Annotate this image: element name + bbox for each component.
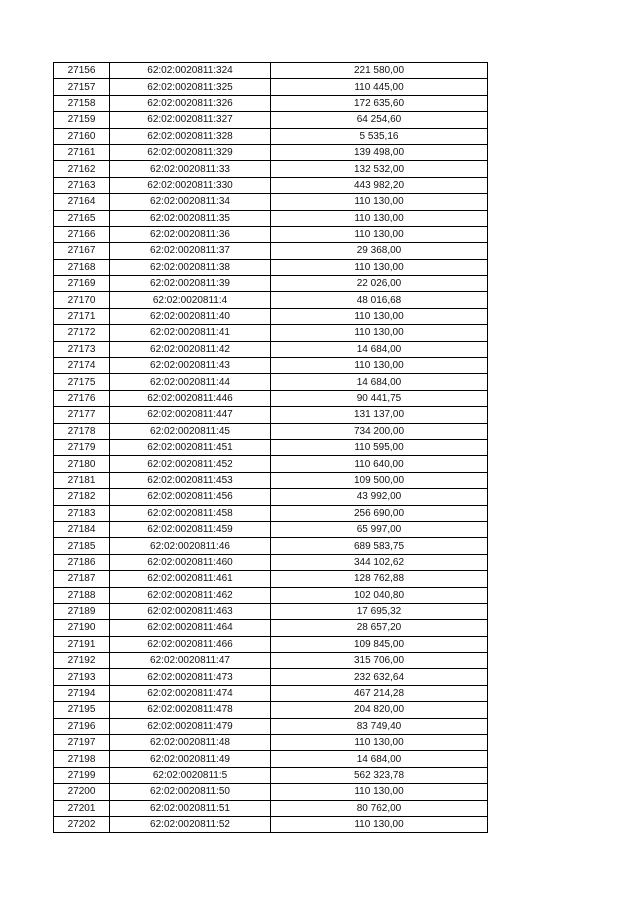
value-cell: 110 130,00	[271, 816, 488, 832]
data-table	[53, 62, 488, 833]
value-cell: 110 130,00	[271, 735, 488, 751]
table-row	[54, 226, 488, 242]
table-row	[54, 653, 488, 669]
cadastral-number-cell: 62:02:0020811:4	[110, 292, 271, 308]
cadastral-number-cell: 62:02:0020811:446	[110, 390, 271, 406]
cadastral-number-cell: 62:02:0020811:45	[110, 423, 271, 439]
row-number-cell: 27161	[54, 144, 110, 160]
cadastral-number-cell: 62:02:0020811:453	[110, 472, 271, 488]
cadastral-number-cell: 62:02:0020811:479	[110, 718, 271, 734]
cadastral-number-cell: 62:02:0020811:459	[110, 521, 271, 537]
row-number-cell: 27183	[54, 505, 110, 521]
value-cell: 221 580,00	[271, 63, 488, 79]
table-row	[54, 751, 488, 767]
row-number-cell: 27179	[54, 439, 110, 455]
table-row	[54, 292, 488, 308]
table-row	[54, 718, 488, 734]
cadastral-number-cell: 62:02:0020811:37	[110, 243, 271, 259]
table-row	[54, 784, 488, 800]
cadastral-number-cell: 62:02:0020811:328	[110, 128, 271, 144]
value-cell: 139 498,00	[271, 144, 488, 160]
table-row	[54, 767, 488, 783]
table-row	[54, 63, 488, 79]
row-number-cell: 27200	[54, 784, 110, 800]
row-number-cell: 27166	[54, 226, 110, 242]
cadastral-number-cell: 62:02:0020811:464	[110, 620, 271, 636]
cadastral-number-cell: 62:02:0020811:447	[110, 407, 271, 423]
value-cell: 14 684,00	[271, 341, 488, 357]
row-number-cell: 27191	[54, 636, 110, 652]
table-row	[54, 177, 488, 193]
value-cell: 110 130,00	[271, 210, 488, 226]
row-number-cell: 27195	[54, 702, 110, 718]
row-number-cell: 27168	[54, 259, 110, 275]
table-row	[54, 505, 488, 521]
table-row	[54, 128, 488, 144]
row-number-cell: 27156	[54, 63, 110, 79]
row-number-cell: 27190	[54, 620, 110, 636]
table-row	[54, 161, 488, 177]
cadastral-number-cell: 62:02:0020811:36	[110, 226, 271, 242]
table-row	[54, 603, 488, 619]
row-number-cell: 27192	[54, 653, 110, 669]
cadastral-number-cell: 62:02:0020811:50	[110, 784, 271, 800]
row-number-cell: 27188	[54, 587, 110, 603]
row-number-cell: 27170	[54, 292, 110, 308]
row-number-cell: 27176	[54, 390, 110, 406]
cadastral-number-cell: 62:02:0020811:42	[110, 341, 271, 357]
value-cell: 17 695,32	[271, 603, 488, 619]
row-number-cell: 27181	[54, 472, 110, 488]
value-cell: 64 254,60	[271, 112, 488, 128]
table-row	[54, 210, 488, 226]
value-cell: 110 130,00	[271, 226, 488, 242]
cadastral-number-cell: 62:02:0020811:474	[110, 685, 271, 701]
cadastral-number-cell: 62:02:0020811:40	[110, 308, 271, 324]
value-cell: 83 749,40	[271, 718, 488, 734]
table-row	[54, 685, 488, 701]
cadastral-number-cell: 62:02:0020811:458	[110, 505, 271, 521]
table-row	[54, 325, 488, 341]
table-row	[54, 243, 488, 259]
value-cell: 22 026,00	[271, 276, 488, 292]
cadastral-number-cell: 62:02:0020811:44	[110, 374, 271, 390]
table-row	[54, 669, 488, 685]
cadastral-number-cell: 62:02:0020811:33	[110, 161, 271, 177]
row-number-cell: 27169	[54, 276, 110, 292]
row-number-cell: 27175	[54, 374, 110, 390]
cadastral-number-cell: 62:02:0020811:48	[110, 735, 271, 751]
row-number-cell: 27193	[54, 669, 110, 685]
table-row	[54, 194, 488, 210]
table-row	[54, 472, 488, 488]
value-cell: 80 762,00	[271, 800, 488, 816]
row-number-cell: 27194	[54, 685, 110, 701]
value-cell: 43 992,00	[271, 489, 488, 505]
table-row	[54, 538, 488, 554]
value-cell: 131 137,00	[271, 407, 488, 423]
cadastral-number-cell: 62:02:0020811:330	[110, 177, 271, 193]
table-row	[54, 358, 488, 374]
table-row	[54, 620, 488, 636]
row-number-cell: 27159	[54, 112, 110, 128]
row-number-cell: 27185	[54, 538, 110, 554]
table-row	[54, 276, 488, 292]
cadastral-number-cell: 62:02:0020811:47	[110, 653, 271, 669]
cadastral-number-cell: 62:02:0020811:462	[110, 587, 271, 603]
row-number-cell: 27197	[54, 735, 110, 751]
cadastral-number-cell: 62:02:0020811:451	[110, 439, 271, 455]
value-cell: 109 500,00	[271, 472, 488, 488]
table-row	[54, 341, 488, 357]
row-number-cell: 27158	[54, 95, 110, 111]
table-row	[54, 95, 488, 111]
value-cell: 110 130,00	[271, 325, 488, 341]
cadastral-number-cell: 62:02:0020811:473	[110, 669, 271, 685]
row-number-cell: 27182	[54, 489, 110, 505]
value-cell: 65 997,00	[271, 521, 488, 537]
value-cell: 14 684,00	[271, 751, 488, 767]
table-row	[54, 407, 488, 423]
cadastral-number-cell: 62:02:0020811:463	[110, 603, 271, 619]
row-number-cell: 27174	[54, 358, 110, 374]
cadastral-number-cell: 62:02:0020811:327	[110, 112, 271, 128]
cadastral-number-cell: 62:02:0020811:452	[110, 456, 271, 472]
value-cell: 110 445,00	[271, 79, 488, 95]
value-cell: 132 532,00	[271, 161, 488, 177]
row-number-cell: 27189	[54, 603, 110, 619]
table-row	[54, 800, 488, 816]
row-number-cell: 27160	[54, 128, 110, 144]
cadastral-number-cell: 62:02:0020811:41	[110, 325, 271, 341]
cadastral-number-cell: 62:02:0020811:38	[110, 259, 271, 275]
cadastral-number-cell: 62:02:0020811:51	[110, 800, 271, 816]
value-cell: 90 441,75	[271, 390, 488, 406]
value-cell: 689 583,75	[271, 538, 488, 554]
table-row	[54, 374, 488, 390]
row-number-cell: 27164	[54, 194, 110, 210]
row-number-cell: 27162	[54, 161, 110, 177]
value-cell: 344 102,62	[271, 554, 488, 570]
cadastral-number-cell: 62:02:0020811:5	[110, 767, 271, 783]
value-cell: 110 130,00	[271, 784, 488, 800]
value-cell: 110 640,00	[271, 456, 488, 472]
cadastral-number-cell: 62:02:0020811:324	[110, 63, 271, 79]
value-cell: 128 762,88	[271, 571, 488, 587]
table-row	[54, 112, 488, 128]
cadastral-number-cell: 62:02:0020811:52	[110, 816, 271, 832]
value-cell: 110 595,00	[271, 439, 488, 455]
table-row	[54, 735, 488, 751]
cadastral-number-cell: 62:02:0020811:456	[110, 489, 271, 505]
row-number-cell: 27180	[54, 456, 110, 472]
cadastral-number-cell: 62:02:0020811:39	[110, 276, 271, 292]
row-number-cell: 27172	[54, 325, 110, 341]
row-number-cell: 27177	[54, 407, 110, 423]
table-row	[54, 571, 488, 587]
row-number-cell: 27198	[54, 751, 110, 767]
value-cell: 109 845,00	[271, 636, 488, 652]
cadastral-number-cell: 62:02:0020811:34	[110, 194, 271, 210]
cadastral-number-cell: 62:02:0020811:35	[110, 210, 271, 226]
row-number-cell: 27201	[54, 800, 110, 816]
table-row	[54, 456, 488, 472]
table-row	[54, 259, 488, 275]
row-number-cell: 27157	[54, 79, 110, 95]
row-number-cell: 27165	[54, 210, 110, 226]
value-cell: 102 040,80	[271, 587, 488, 603]
value-cell: 172 635,60	[271, 95, 488, 111]
table-row	[54, 144, 488, 160]
value-cell: 48 016,68	[271, 292, 488, 308]
table-row	[54, 79, 488, 95]
table-row	[54, 587, 488, 603]
table-row	[54, 554, 488, 570]
table-row	[54, 816, 488, 832]
table-row	[54, 489, 488, 505]
value-cell: 14 684,00	[271, 374, 488, 390]
row-number-cell: 27173	[54, 341, 110, 357]
cadastral-number-cell: 62:02:0020811:329	[110, 144, 271, 160]
row-number-cell: 27202	[54, 816, 110, 832]
row-number-cell: 27199	[54, 767, 110, 783]
row-number-cell: 27196	[54, 718, 110, 734]
row-number-cell: 27167	[54, 243, 110, 259]
table-row	[54, 423, 488, 439]
value-cell: 28 657,20	[271, 620, 488, 636]
table-row	[54, 702, 488, 718]
value-cell: 443 982,20	[271, 177, 488, 193]
cadastral-number-cell: 62:02:0020811:46	[110, 538, 271, 554]
table-row	[54, 636, 488, 652]
value-cell: 110 130,00	[271, 358, 488, 374]
table-row	[54, 521, 488, 537]
cadastral-number-cell: 62:02:0020811:326	[110, 95, 271, 111]
table-row	[54, 439, 488, 455]
value-cell: 562 323,78	[271, 767, 488, 783]
row-number-cell: 27163	[54, 177, 110, 193]
table-row	[54, 390, 488, 406]
value-cell: 315 706,00	[271, 653, 488, 669]
row-number-cell: 27178	[54, 423, 110, 439]
value-cell: 256 690,00	[271, 505, 488, 521]
cadastral-number-cell: 62:02:0020811:461	[110, 571, 271, 587]
row-number-cell: 27184	[54, 521, 110, 537]
value-cell: 467 214,28	[271, 685, 488, 701]
value-cell: 110 130,00	[271, 308, 488, 324]
value-cell: 204 820,00	[271, 702, 488, 718]
cadastral-number-cell: 62:02:0020811:325	[110, 79, 271, 95]
cadastral-number-cell: 62:02:0020811:43	[110, 358, 271, 374]
value-cell: 110 130,00	[271, 259, 488, 275]
value-cell: 5 535,16	[271, 128, 488, 144]
value-cell: 232 632,64	[271, 669, 488, 685]
cadastral-number-cell: 62:02:0020811:49	[110, 751, 271, 767]
cadastral-number-cell: 62:02:0020811:466	[110, 636, 271, 652]
row-number-cell: 27186	[54, 554, 110, 570]
value-cell: 29 368,00	[271, 243, 488, 259]
cadastral-number-cell: 62:02:0020811:460	[110, 554, 271, 570]
row-number-cell: 27187	[54, 571, 110, 587]
table-row	[54, 308, 488, 324]
row-number-cell: 27171	[54, 308, 110, 324]
value-cell: 110 130,00	[271, 194, 488, 210]
value-cell: 734 200,00	[271, 423, 488, 439]
table-body	[54, 63, 488, 833]
cadastral-number-cell: 62:02:0020811:478	[110, 702, 271, 718]
